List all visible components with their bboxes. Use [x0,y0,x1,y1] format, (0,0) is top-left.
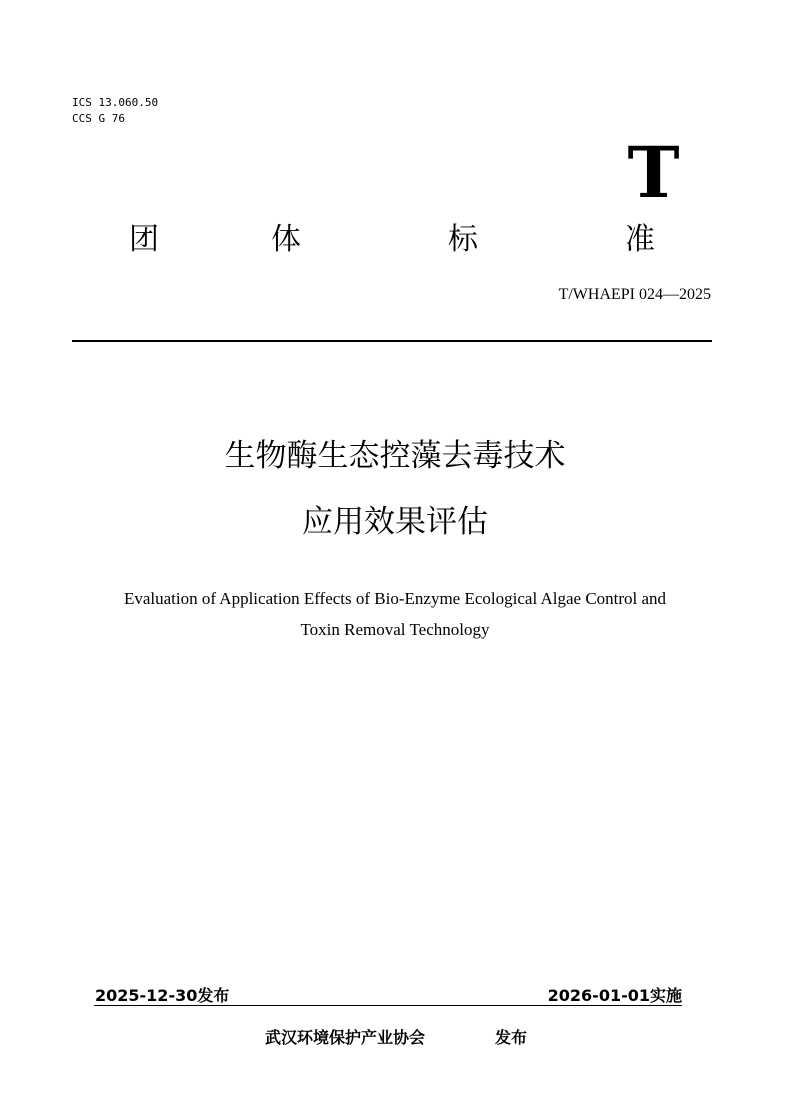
implement-date: 2026-01-01实施 [547,986,682,1005]
publisher-name: 武汉环境保护产业协会 [265,1028,426,1047]
footer-divider [94,1005,682,1006]
publish-date: 2025-12-30发布 [95,986,230,1005]
header-divider [72,340,712,342]
title-zh-line-2: 应用效果评估 [302,504,488,540]
ccs-code: CCS G 76 [72,112,125,125]
category-char-3: 标 [448,222,478,257]
category-char-1: 团 [129,222,159,257]
standard-type-letter: T [627,131,680,214]
category-char-2: 体 [271,222,301,257]
category-char-4: 准 [625,222,655,257]
title-en-line-1: Evaluation of Application Effects of Bio-Enzyme Ecological Algae Control and [123,589,667,608]
publish-label: 发布 [495,1028,528,1047]
standard-number: T/WHAEPI 024—2025 [558,286,711,303]
ics-code: ICS 13.060.50 [72,96,159,109]
title-zh-line-1: 生物酶生态控藻去毒技术 [224,438,566,474]
title-en-line-2: Toxin Removal Technology [300,620,490,639]
